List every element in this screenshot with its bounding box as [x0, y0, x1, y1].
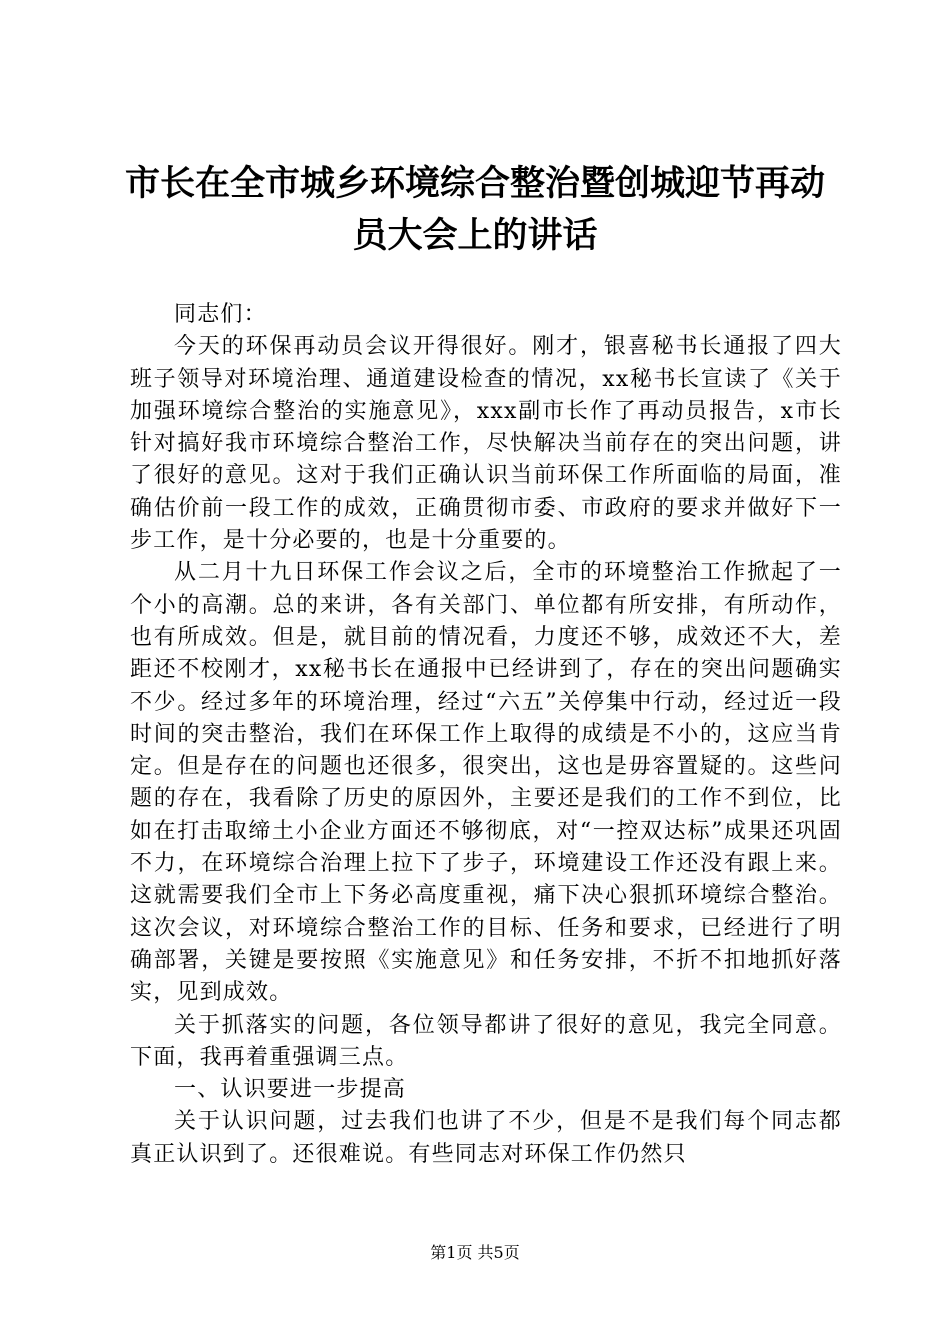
body-paragraph: 关于认识问题，过去我们也讲了不少，但是不是我们每个同志都真正认识到了。还很难说。有些同志对环保工作仍然只 [130, 1109, 842, 1167]
body-paragraph: 今天的环保再动员会议开得很好。刚才，银喜秘书长通报了四大班子领导对环境治理、通道建设检查的情况，xx秘书长宣读了《关于加强环境综合整治的实施意见》，xxx副市长作了再动员报告，x市长针对搞好我市环境综合整治工作，尽快解决当前存在的突出问题，讲了很好的意见。这对于我们正确认识当前环保工作所面临的局面，准确估价前一段工作的成效，正确贯彻市委、市政府的要求并做好下一步工作，是十分必要的，也是十分重要的。 [130, 334, 842, 554]
body-paragraph: 关于抓落实的问题，各位领导都讲了很好的意见，我完全同意。下面，我再着重强调三点。 [130, 1012, 842, 1070]
document-title [120, 158, 830, 262]
salutation: 同志们： [174, 302, 267, 327]
title-line-1: 市长在全市城乡环境综合整治暨创城迎节再动 [124, 163, 825, 204]
title-line-2: 员大会上的讲话 [352, 215, 598, 256]
page-footer: 第1页 共5页 [430, 1243, 520, 1262]
document-body [130, 299, 842, 1171]
section-heading: 一、认识要进一步提高 [174, 1077, 407, 1103]
body-paragraph: 从二月十九日环保工作会议之后，全市的环境整治工作掀起了一个小的高潮。总的来讲，各有关部门、单位都有所安排，有所动作，也有所成效。但是，就目前的情况看，力度还不够，成效还不大，差距还不校刚才，xx秘书长在通报中已经讲到了，存在的突出问题确实不少。经过多年的环境治理，经过“六五”关停集中行动，经过近一段时间的突击整治，我们在环保工作上取得的成绩是不小的，这应当肯定。但是存在的问题也还很多，很突出，这也是毋容置疑的。这些问题的存在，我看除了历史的原因外，主要还是我们的工作不到位，比如在打击取缔土小企业方面还不够彻底，对“一控双达标”成果还巩固不力，在环境综合治理上拉下了步子，环境建设工作还没有跟上来。这就需要我们全市上下务必高度重视，痛下决心狠抓环境综合整治。这次会议，对环境综合整治工作的目标、任务和要求，已经进行了明确部署，关键是要按照《实施意见》和任务安排，不折不扣地抓好落实，见到成效。 [130, 560, 842, 1006]
